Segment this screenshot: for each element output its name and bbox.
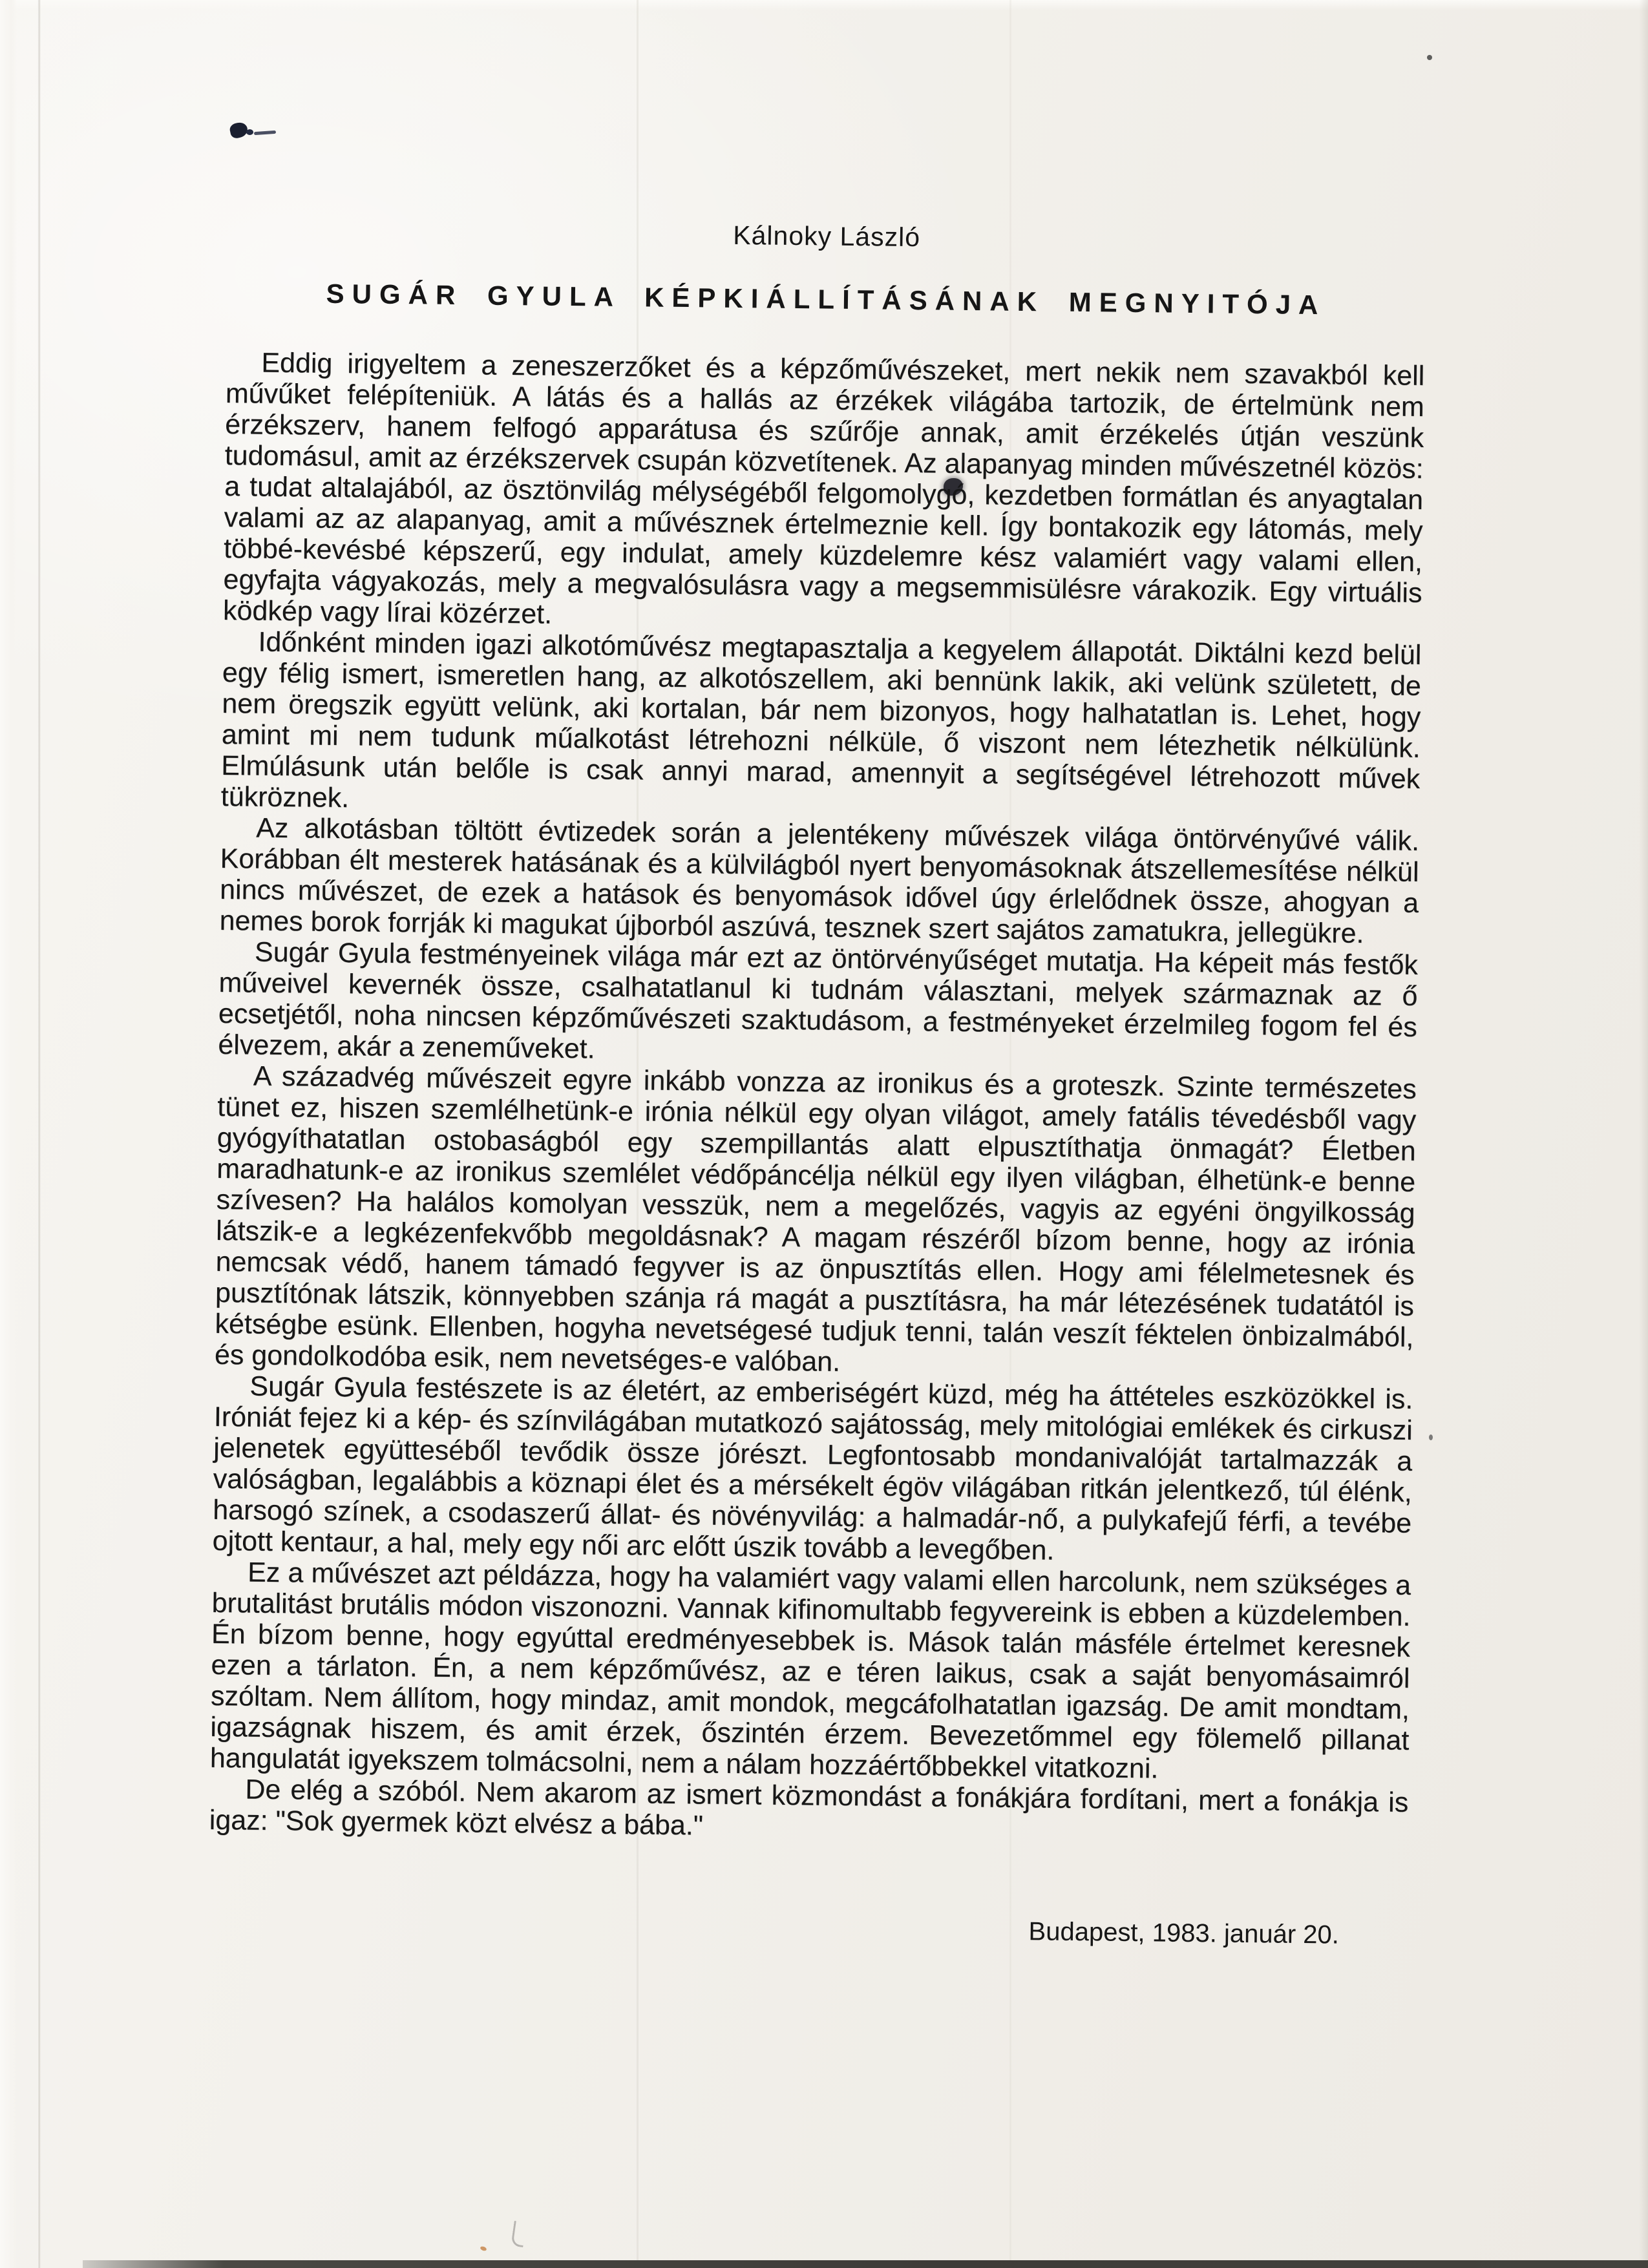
- pencil-mark: [511, 2221, 526, 2247]
- page-top-edge: [0, 0, 1648, 10]
- paragraph: Időnként minden igazi alkotóművész megtapasztalja a kegyelem állapotát. Diktálni kezd belül egy félig ismert, ismeretlen hang, az alkotószellem, aki bennünk lakik, aki velünk született, de nem öregszik együtt velünk, aki kortalan, bár nem bizonyos, hogy halhatatlan is. Lehet, hogy amint mi nem tudunk műalkotást létrehozni nélküle, ő viszont nem létezhetik nélkülünk. Elmúlásunk után belőle is csak annyi marad, amennyit a segítségével létrehozott művek tükröznek.: [220, 626, 1422, 814]
- paper-crease: [37, 0, 41, 2268]
- ink-blot: [246, 129, 253, 135]
- paragraph: Eddig irigyeltem a zeneszerzőket és a képzőművészeket, mert nekik nem szavakból kell művűket felépíteniük. A látás és a hallás az érzékek világába tartozik, de értelmünk nem érzékszerv, hanem felfogó apparátusa és szűrője annak, amit érzékelés útján veszünk tudomásul, amit az érzékszervek csupán közvetítenek. Az alapanyag minden művészetnél közös: a tudat altalajából, az ösztönvilág mélységéből felgomolygó, kezdetben formátlan és anyagtalan valami az az alapanyag, amit a művésznek értelmeznie kell. Így bontakozik egy látomás, mely többé-kevésbé képszerű, egy indulat, amely küzdelemre kész valamiért vagy valami ellen, egyfajta vágyakozás, mely a megvalósulásra vagy a megsemmisülésre várakozik. Egy virtuális ködkép vagy lírai közérzet.: [222, 347, 1425, 630]
- document-body: [209, 347, 1425, 1849]
- paper-speck: [1427, 55, 1432, 60]
- ink-blot: [229, 121, 249, 139]
- document-title: SUGÁR GYULA KÉPKIÁLLÍTÁSÁNAK MEGNYITÓJA: [326, 278, 1326, 320]
- paper-speck: [480, 2245, 487, 2251]
- paragraph: De elég a szóból. Nem akarom az ismert közmondást a fonákjára fordítani, mert a fonákja is igaz: "Sok gyermek közt elvész a bába.": [209, 1774, 1409, 1842]
- ink-blot-mark: [225, 118, 287, 149]
- paragraph: A századvég művészeit egyre inkább vonzza az ironikus és a groteszk. Szinte természetes tünet ez, hiszen szemlélhetünk-e irónia nélkül egy olyan világot, amely fatális tévedésből vagy gyógyíthatatlan ostobaságból egy szempillantás alatt elpusztíthatja önmagát? Életben maradhatunk-e az ironikus szemlélet védőpáncélja nélkül egy ilyen világban, élhetünk-e benne szívesen? Ha halálos komolyan vesszük, nem a megelőzés, vagyis az egyéni öngyilkosság látszik-e a legkézenfekvőbb megoldásnak? A magam részéről bízom benne, hogy az irónia nemcsak védő, hanem támadó fegyver is az önpusztítás ellen. Hogy ami félelmetesnek és pusztítónak látszik, könnyebben szánja rá magát a pusztításra, ha már létezésének tudatától is kétségbe esünk. Ellenben, hogyha nevetségesé tudjuk tenni, talán veszít féktelen önbizalmából, és gondolkodóba esik, nem nevetséges-e valóban.: [214, 1060, 1417, 1378]
- paragraph: Az alkotásban töltött évtizedek során a jelentékeny művészek világa öntörvényűvé válik. Korábban élt mesterek hatásának és a külvilágból nyert benyomásoknak átszellemesítése nélkül nincs művészet, de ezek a hatások és benyomások idővel úgy érlelődnek össze, ahogyan a nemes borok forrják ki magukat újborból aszúvá, tesznek szert sajátos zamatukra, jellegükre.: [219, 812, 1420, 950]
- document-content: [208, 215, 1426, 1951]
- ink-blot-tail: [254, 131, 276, 135]
- paragraph: Ez a művészet azt példázza, hogy ha valamiért vagy valami ellen harcolunk, nem szükséges a brutalitást brutális módon viszonozni. Vannak kifinomultabb fegyvereink is ebben a küzdelemben. Én bízom benne, hogy egyúttal eredményesebbek is. Mások talán másféle értelmet keresnek ezen a tárlaton. Én, a nem képzőművész, az e téren laikus, csak a saját benyomásaimról szóltam. Nem állítom, hogy mindaz, amit mondok, megcáfolhatatlan igazság. De amit mondtam, igazságnak hiszem, és amit érzek, őszintén érzem. Bevezetőmmel egy fölemelő pillanat hangulatát igyekszem tolmácsolni, nem a nálam hozzáértőbbekkel vitatkozni.: [209, 1557, 1411, 1785]
- author-name: Kálnoky László: [733, 220, 921, 253]
- dateline: Budapest, 1983. január 20.: [1028, 1917, 1340, 1949]
- paragraph: Sugár Gyula festészete is az életért, az emberiségért küzd, még ha áttételes eszközökkel is. Iróniát fejez ki a kép- és színvilágában mutatkozó sajátosság, mely mitológiai emlékek és cirkuszi jelenetek együtteséből tevődik össze jórészt. Legfontosabb mondanivalóját tartalmazzák a valóságban, legalábbis a köznapi élet és a mérsékelt égöv világában ritkán jelentkező, túl élénk, harsogó színek, a csodaszerű állat- és növényvilág: a halmadár-nő, a pulykafejű férfi, a tevébe ojtott kentaur, a hal, mely egy női arc előtt úszik tovább a levegőben.: [212, 1370, 1413, 1566]
- page-right-edge: [1639, 0, 1648, 2268]
- scan-bottom-bar: [83, 2260, 1648, 2268]
- page-left-edge: [0, 0, 17, 2268]
- paragraph: Sugár Gyula festményeinek világa már ezt az öntörvényűséget mutatja. Ha képeit más festők műveivel kevernék össze, csalhatatlanul ki tudnám választani, melyek származnak az ő ecsetjétől, noha nincsen képzőművészeti szaktudásom, a festményeket érzelmileg fogom fel és élvezem, akár a zeneműveket.: [218, 936, 1419, 1065]
- paper-speck: [1429, 1434, 1433, 1440]
